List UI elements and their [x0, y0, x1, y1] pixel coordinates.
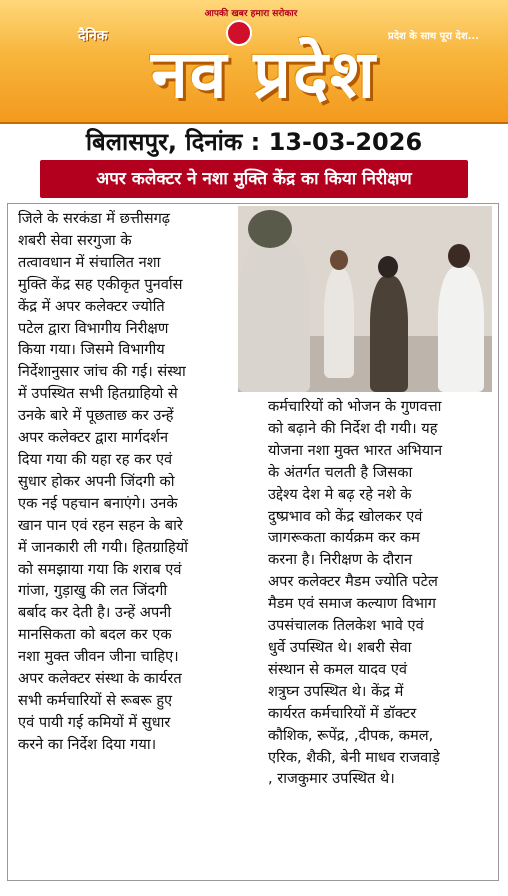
article-line: शत्रुघ्न उपस्थित थे। केंद्र में	[268, 682, 404, 700]
photo-person-head	[330, 250, 348, 270]
article-line: कर्मचारियों को भोजन के गुणवत्ता	[268, 398, 442, 415]
article-line: कौशिक, रूपेंद्र, ,दीपक, कमल,	[268, 726, 434, 744]
article-line: मुक्ति केंद्र सह एकीकृत पुनर्वास	[18, 275, 183, 293]
article-line: अपर कलेक्टर द्वारा मार्गदर्शन	[18, 429, 169, 447]
article-line: एरिक, शैकी, बेनी माधव राजवाड़े	[268, 748, 440, 766]
masthead	[0, 0, 508, 124]
article-line: को समझाया गया कि शराब एवं	[18, 560, 182, 578]
article-line: करने का निर्देश दिया गया।	[18, 735, 157, 753]
article-line: एवं पायी गई कमियों में सुधार	[18, 713, 171, 731]
inspection-photo	[238, 206, 492, 392]
article-line: उपसंचालक तिलकेश भावे एवं	[268, 617, 424, 635]
newspaper-title: नव प्रदेश	[151, 35, 377, 113]
article-column-left	[18, 208, 254, 756]
article-line: उनके बारे में पूछताछ कर उन्हें	[18, 407, 174, 425]
article-line: जागरूकता कार्यक्रम कर कम	[268, 529, 420, 547]
article-line: खान पान एवं रहन सहन के बारे	[18, 516, 183, 534]
article-line: किया गया। जिसमे विभागीय	[18, 341, 165, 359]
article-line: योजना नशा मुक्त भारत अभियान	[268, 441, 443, 459]
photo-person	[370, 276, 408, 392]
article-line: निर्देशानुसार जांच की गई। संस्था	[18, 363, 186, 381]
article-line: दिया गया की यहा रह कर एवं	[18, 450, 173, 468]
photo-person-head	[248, 210, 292, 248]
masthead-tagline: आपकी खबर हमारा सरोकार	[204, 9, 298, 19]
article-line: उद्देश्य देश मे बढ़ रहे नशे के	[268, 485, 412, 503]
article-line: में उपस्थित सभी हितग्राहियो से	[18, 385, 178, 403]
article-headline: अपर कलेक्टर ने नशा मुक्ति केंद्र का किया निरीक्षण	[40, 160, 468, 198]
article-line: नशा मुक्त जीवन जीना चाहिए।	[18, 648, 179, 666]
article-line: गांजा, गुड़ाखु की लत जिंदगी	[18, 582, 168, 600]
article-line: के अंतर्गत चलती है जिसका	[268, 463, 413, 481]
photo-person-head	[448, 244, 470, 268]
article-line: को बढ़ाने की निर्देश दी गयी। यह	[268, 419, 438, 437]
photo-person-head	[378, 256, 398, 278]
article-line: दुष्प्रभाव को केंद्र खोलकर एवं	[268, 507, 423, 525]
article-line: शबरी सेवा सरगुजा के	[18, 231, 132, 249]
article-line: बर्बाद कर देती है। उन्हें अपनी	[18, 604, 172, 622]
article-line: , राजकुमार उपस्थित थे।	[268, 770, 395, 788]
article-line: एक नई पहचान बनाएंगे। उनके	[18, 494, 178, 512]
masthead-slogan: प्रदेश के साथ पूरा देश...	[388, 31, 480, 42]
article-line: धुर्वे उपस्थित थे। शबरी सेवा	[268, 638, 412, 656]
dateline: बिलासपुर, दिनांक : 13-03-2026	[85, 128, 423, 156]
article-line: पटेल द्वारा विभागीय निरीक्षण	[18, 319, 169, 337]
article-line: सभी कर्मचारियों से रूबरू हुए	[18, 691, 173, 709]
article-line: तत्वावधान में संचालित नशा	[18, 253, 161, 271]
article-line: मैडम एवं समाज कल्याण विभाग	[268, 595, 437, 613]
article-line: अपर कलेक्टर संस्था के कार्यरत	[18, 670, 182, 688]
masthead-prefix: दैनिक	[78, 28, 108, 44]
article-line: केंद्र में अपर कलेक्टर ज्योति	[18, 297, 165, 315]
article-line: कार्यरत कर्मचारियों में डॉक्टर	[268, 704, 417, 722]
article-line: जिले के सरकंडा में छत्तीसगढ़	[18, 210, 171, 227]
article-line: मानसिकता को बदल कर एक	[18, 626, 172, 644]
article-line: संस्थान से कमल यादव एवं	[268, 660, 407, 678]
photo-person	[438, 266, 484, 392]
article-line: करना है। निरीक्षण के दौरान	[268, 551, 413, 569]
article-column-right	[268, 396, 496, 790]
article-line: अपर कलेक्टर मैडम ज्योति पटेल	[268, 573, 438, 591]
article-line: सुधार होकर अपनी जिंदगी को	[18, 472, 175, 490]
article-line: में जानकारी ली गयी। हितग्राहियों	[18, 538, 189, 556]
photo-person	[324, 268, 354, 378]
